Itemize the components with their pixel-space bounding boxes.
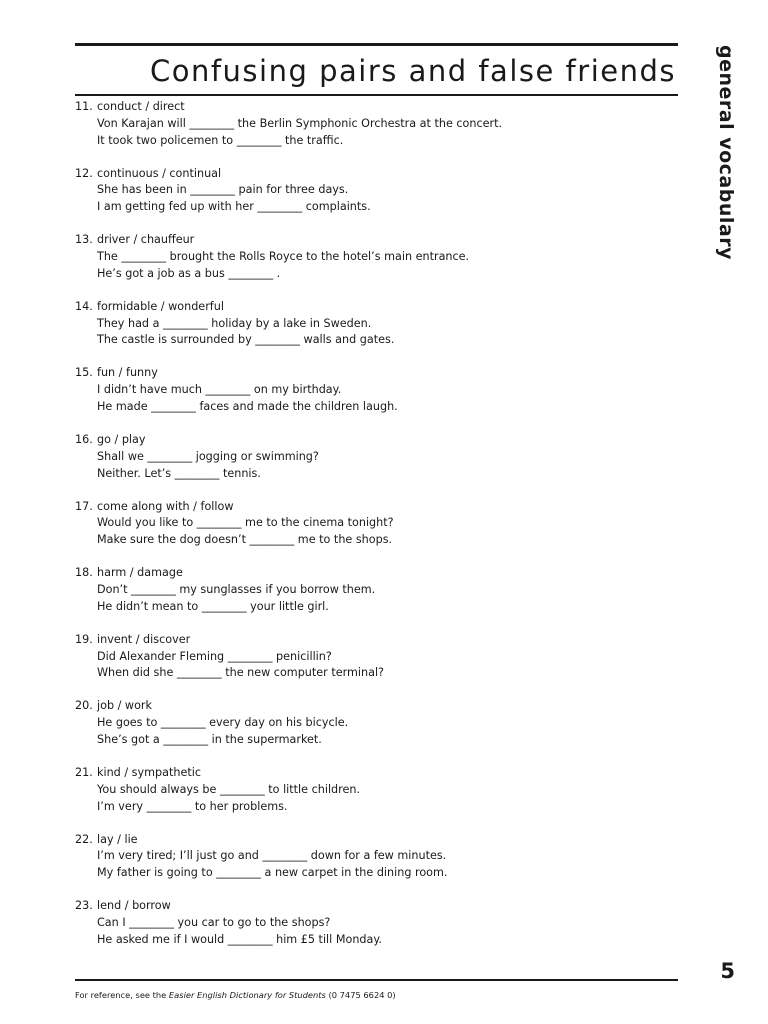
exercise-sentence: She’s got a ________ in the supermarket. xyxy=(97,732,322,746)
footer-book-title: Easier English Dictionary for Students xyxy=(168,990,326,1000)
exercise-item xyxy=(75,765,655,832)
exercise-sentence: Can I ________ you car to go to the shops? xyxy=(97,915,331,929)
exercise-heading xyxy=(75,765,655,782)
exercise-sentence: He’s got a job as a bus ________ . xyxy=(97,266,281,280)
exercise-number: 16. xyxy=(75,432,93,446)
bottom-rule xyxy=(75,979,678,981)
exercise-heading xyxy=(75,365,655,382)
exercise-item xyxy=(75,632,655,699)
exercise-item xyxy=(75,166,655,233)
exercise-sentence: He asked me if I would ________ him £5 till Monday. xyxy=(97,932,382,946)
exercise-number: 14. xyxy=(75,299,93,313)
word-pair: formidable / wonderful xyxy=(97,299,224,313)
exercise-sentence: I’m very ________ to her problems. xyxy=(97,799,288,813)
word-pair: driver / chauffeur xyxy=(97,233,195,247)
exercise-sentence: Neither. Let’s ________ tennis. xyxy=(97,466,261,480)
exercise-heading xyxy=(75,432,655,449)
reference-footer xyxy=(75,990,396,1000)
exercise-item xyxy=(75,432,655,499)
exercise-sentence: I didn’t have much ________ on my birthday. xyxy=(97,383,342,397)
exercise-sentence: Would you like to ________ me to the cinema tonight? xyxy=(97,516,394,530)
exercise-item xyxy=(75,299,655,366)
page-title: Confusing pairs and false friends xyxy=(149,54,676,88)
exercise-number: 11. xyxy=(75,100,93,113)
word-pair: kind / sympathetic xyxy=(97,765,201,779)
word-pair: lay / lie xyxy=(97,832,138,846)
exercise-heading xyxy=(75,832,655,849)
exercise-heading xyxy=(75,232,655,249)
word-pair: continuous / continual xyxy=(97,166,222,180)
title-rule xyxy=(75,94,678,96)
exercise-number: 18. xyxy=(75,566,93,580)
exercise-sentence: He goes to ________ every day on his bicycle. xyxy=(97,716,349,730)
exercise-sentence: I am getting fed up with her ________ complaints. xyxy=(97,200,371,214)
exercise-heading xyxy=(75,632,655,649)
exercise-item xyxy=(75,832,655,899)
exercise-number: 15. xyxy=(75,366,93,380)
word-pair: harm / damage xyxy=(97,566,183,580)
exercise-number: 23. xyxy=(75,899,93,913)
exercise-heading xyxy=(75,499,655,516)
exercise-sentence: You should always be ________ to little children. xyxy=(97,782,361,796)
exercise-item xyxy=(75,698,655,765)
exercise-number: 13. xyxy=(75,233,93,247)
exercise-number: 22. xyxy=(75,832,93,846)
exercise-sentence: Make sure the dog doesn’t ________ me to the shops. xyxy=(97,533,393,547)
exercise-sentence: The castle is surrounded by ________ walls and gates. xyxy=(97,333,395,347)
exercise-item xyxy=(75,365,655,432)
exercise-item xyxy=(75,499,655,566)
exercise-sentence: Von Karajan will ________ the Berlin Symphonic Orchestra at the concert. xyxy=(97,116,503,130)
section-side-label-text: general vocabulary xyxy=(715,45,737,260)
exercise-sentence: They had a ________ holiday by a lake in Sweden. xyxy=(97,316,372,330)
exercise-sentence: Don’t ________ my sunglasses if you borrow them. xyxy=(97,582,376,596)
exercise-heading xyxy=(75,698,655,715)
exercise-sentence: When did she ________ the new computer terminal? xyxy=(97,666,384,680)
footer-isbn: (0 7475 6624 0) xyxy=(325,990,396,1000)
exercise-item xyxy=(75,565,655,632)
exercise-number: 21. xyxy=(75,765,93,779)
section-side-label xyxy=(710,45,740,260)
word-pair: job / work xyxy=(97,699,153,713)
exercise-heading xyxy=(75,565,655,582)
exercise-sentence: Shall we ________ jogging or swimming? xyxy=(97,449,319,463)
exercise-sentence: The ________ brought the Rolls Royce to the hotel’s main entrance. xyxy=(97,249,470,263)
word-pair: go / play xyxy=(97,432,146,446)
footer-prefix: For reference, see the xyxy=(75,990,169,1000)
word-pair: lend / borrow xyxy=(97,899,171,913)
exercise-heading xyxy=(75,898,655,915)
exercise-heading xyxy=(75,299,655,316)
exercise-sentence: Did Alexander Fleming ________ penicillin? xyxy=(97,649,332,663)
page-number: 5 xyxy=(720,959,735,983)
exercise-heading xyxy=(75,166,655,183)
word-pair: fun / funny xyxy=(97,366,158,380)
exercise-number: 20. xyxy=(75,699,93,713)
word-pair: invent / discover xyxy=(97,632,191,646)
exercise-item xyxy=(75,898,655,965)
exercise-sentence: It took two policemen to ________ the traffic. xyxy=(97,133,344,147)
exercise-sentence: She has been in ________ pain for three days. xyxy=(97,183,349,197)
exercise-sentence: My father is going to ________ a new carpet in the dining room. xyxy=(97,866,448,880)
exercise-sentence: He didn’t mean to ________ your little girl. xyxy=(97,599,329,613)
exercise-number: 19. xyxy=(75,632,93,646)
exercise-heading xyxy=(75,99,655,116)
exercise-item xyxy=(75,99,655,166)
exercise-list xyxy=(75,99,655,965)
exercise-number: 12. xyxy=(75,166,93,180)
exercise-sentence: I’m very tired; I’ll just go and ________ down for a few minutes. xyxy=(97,849,447,863)
word-pair: conduct / direct xyxy=(97,100,185,113)
exercise-number: 17. xyxy=(75,499,93,513)
exercise-sentence: He made ________ faces and made the children laugh. xyxy=(97,399,398,413)
top-rule xyxy=(75,43,678,46)
word-pair: come along with / follow xyxy=(97,499,234,513)
exercise-item xyxy=(75,232,655,299)
